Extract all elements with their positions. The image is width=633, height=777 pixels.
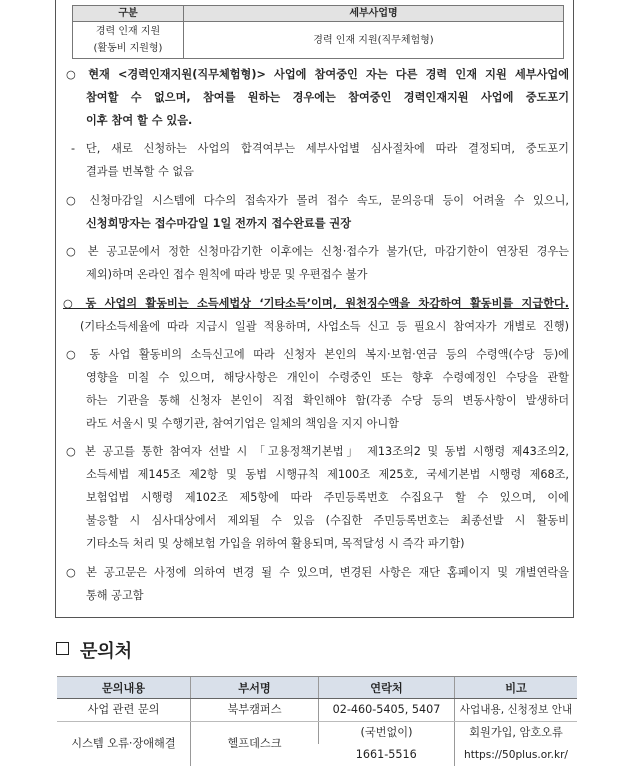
table-header-category: 구분 [73, 6, 184, 22]
contact-url-link[interactable]: https://50plus.or.kr/ [455, 744, 578, 766]
contact-table [57, 676, 577, 766]
notice-1-line-2: 참여할 수 없으며, 참여를 원하는 경우에는 참여중인 경력인재지원 사업에 중도포기 [86, 91, 569, 104]
notice-1-sub-line-1: - 단, 새로 신청하는 사업의 합격여부는 세부사업별 심사절차에 따라 결정되며, 중도포기 [71, 142, 569, 155]
contact-header-inquiry: 문의내용 [57, 677, 191, 699]
contact-cell: 사업 관련 문의 [57, 699, 191, 722]
table-row [57, 699, 577, 722]
contact-header-note: 비고 [455, 677, 578, 699]
notice-2-line-2: 신청희망자는 접수마감일 1일 전까지 접수완료를 권장 [86, 217, 352, 230]
contact-phone-number: 1661-5516 [355, 748, 417, 761]
notice-2-line-1: ○ 신청마감일 시스템에 다수의 접속자가 몰려 접수 속도, 문의응대 등이 어려울 수 있으니, [66, 194, 569, 207]
notice-6-line-1: ○ 본 공고를 통한 참여자 선발 시 「고용정책기본법」 제13조의2 및 동법 시행령 제43조의2, [66, 445, 569, 458]
notice-5-line-1: ○ 동 사업 활동비의 소득신고에 따라 신청자 본인의 복지·보험·연금 등의 수령액(수당 등)에 [66, 348, 569, 361]
notice-5-line-4: 라도 서울시 및 수행기관, 참여기업은 일체의 책임을 지지 아니함 [86, 417, 399, 430]
contact-cell: 회원가입, 암호오류 [455, 722, 578, 745]
contact-cell: 북부캠퍼스 [191, 699, 319, 722]
notice-1-line-3: 이후 참여 할 수 있음. [86, 114, 193, 127]
notice-6-line-2: 소득세법 제145조 제2항 및 동법 시행규칙 제100조 제25호, 국세기본법 시행령 제68조, [86, 468, 569, 481]
table-cell-category: 경력 인재 지원 (활동비 지원형) [73, 22, 184, 59]
contact-cell: 헬프데스크 [191, 722, 319, 767]
contact-cell: (국번없이) [319, 722, 455, 745]
notice-1-line-1: ○ 현재 <경력인재지원(직무체험형)> 사업에 참여중인 자는 다른 경력 인재 지원 세부사업에 [66, 68, 569, 81]
program-table [72, 5, 564, 59]
notice-7-line-2: 통해 공고함 [86, 589, 144, 602]
notice-6-line-3: 보험업법 시행령 제102조 제5항에 따라 주민등록번호 수집요구 할 수 있으며, 이에 [86, 491, 569, 504]
table-cell-program: 경력 인재 지원(직무체험형) [184, 22, 564, 59]
contact-cell: 02-460-5405, 5407 [319, 699, 455, 722]
section-title: 문의처 [80, 641, 133, 662]
contact-header-phone: 연락처 [319, 677, 455, 699]
notice-1-sub-line-2: 결과를 번복할 수 없음 [86, 165, 194, 178]
contact-cell: 사업내용, 신청정보 안내 [455, 699, 578, 722]
table-row [57, 722, 577, 745]
notice-5-line-3: 하는 기관을 통해 신청자 본인이 직접 확인해야 함(각종 수당 등의 변동사항이 발생하더 [86, 394, 569, 407]
checkbox-square-icon [56, 642, 69, 655]
notice-4-line-1: ○ 동 사업의 활동비는 소득세법상 ‘기타소득’이며, 원천징수액을 차감하여 활동비를 지급한다. [63, 297, 569, 310]
notice-3-line-1: ○ 본 공고문에서 정한 신청마감기한 이후에는 신청·접수가 불가(단, 마감기한이 연장된 경우는 [66, 245, 569, 258]
notice-5-line-2: 영향을 미칠 수 있으며, 해당사항은 개인이 수령중인 또는 향후 수령예정인 수당을 관할 [86, 371, 569, 384]
contact-cell: 시스템 오류·장애해결 [71, 737, 176, 750]
notice-3-line-2: 제외)하며 온라인 접수 원칙에 따라 방문 및 우편접수 불가 [86, 268, 368, 281]
contact-header-department: 부서명 [191, 677, 319, 699]
notice-7-line-1: ○ 본 공고문은 사정에 의하여 변경 될 수 있으며, 변경된 사항은 재단 홈페이지 및 개별연락을 [66, 566, 569, 579]
notice-6-line-5: 기타소득 처리 및 상해보험 가입을 위하여 활용되며, 목적달성 시 즉각 파기함) [86, 537, 465, 550]
notice-6-line-4: 불응할 시 심사대상에서 제외될 수 있음 (수집한 주민등록번호는 최종선발 시 활동비 [86, 514, 569, 527]
notice-4-line-2: (기타소득세율에 따라 지급시 일괄 적용하며, 사업소득 신고 등 필요시 참여자가 개별로 진행) [80, 320, 569, 333]
table-header-program: 세부사업명 [184, 6, 564, 22]
